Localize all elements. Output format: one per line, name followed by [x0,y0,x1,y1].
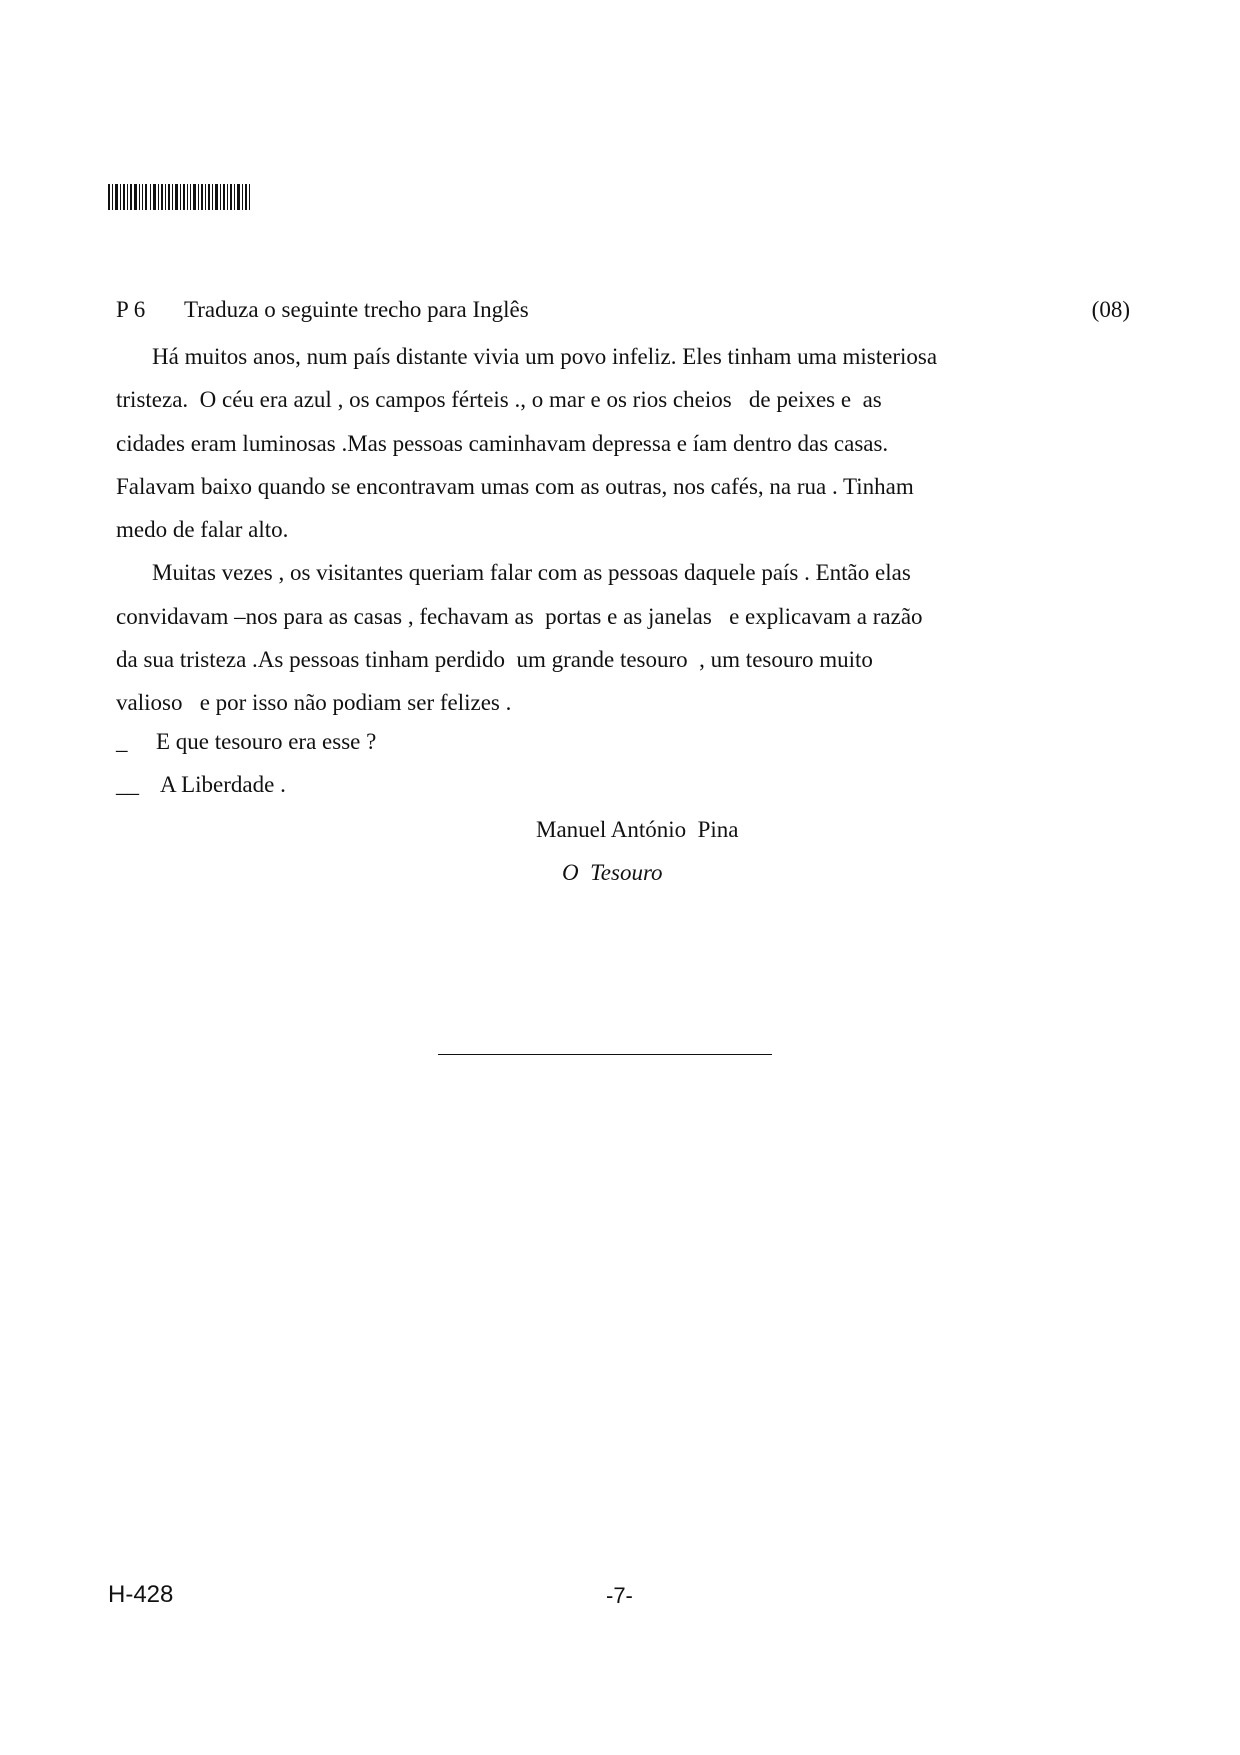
passage-line: tristeza. O céu era azul , os campos férteis ., o mar e os rios cheios de peixes e as [116,387,882,413]
passage-paragraph-1 [116,335,1016,551]
passage-line: Há muitos anos, num país distante vivia um povo infeliz. Eles tinham uma misteriosa [152,344,938,369]
passage-line: Muitas vezes , os visitantes queriam falar com as pessoas daquele país . Então elas [152,560,911,586]
passage-line: cidades eram luminosas .Mas pessoas caminhavam depressa e íam dentro das casas. [116,430,889,456]
dialogue-line [116,763,376,806]
question-number: P 6 [116,297,146,322]
paper-code: H-428 [108,1581,174,1608]
passage-paragraph-2 [116,551,1016,724]
passage-line: medo de falar alto. [116,517,289,543]
passage-line: da sua tristeza .As pessoas tinham perdido um grande tesouro , um tesouro muito [116,647,873,673]
question-instruction: Traduza o seguinte trecho para Inglês [184,297,529,322]
end-divider [438,1054,772,1055]
passage-line: valioso e por isso não podiam ser felizes . [116,690,512,716]
page-number: -7- [606,1583,633,1608]
dialogue [116,720,376,806]
dialogue-line [116,720,376,763]
barcode [108,184,250,210]
barcode-graphic [108,184,250,210]
passage [116,335,1016,725]
dialogue-text: E que tesouro era esse ? [156,729,377,754]
passage-line: Falavam baixo quando se encontravam umas com as outras, nos cafés, na rua . Tinham [116,473,914,499]
dialogue-dash: __ [116,772,139,797]
attribution-work-title: O Tesouro [562,860,663,885]
passage-line: convidavam –nos para as casas , fechavam as portas e as janelas e explicavam a razão [116,603,923,629]
question-marks: (08) [1091,297,1130,322]
attribution-author: Manuel António Pina [536,817,739,842]
dialogue-text: A Liberdade . [160,772,286,797]
dialogue-dash: _ [116,729,128,754]
